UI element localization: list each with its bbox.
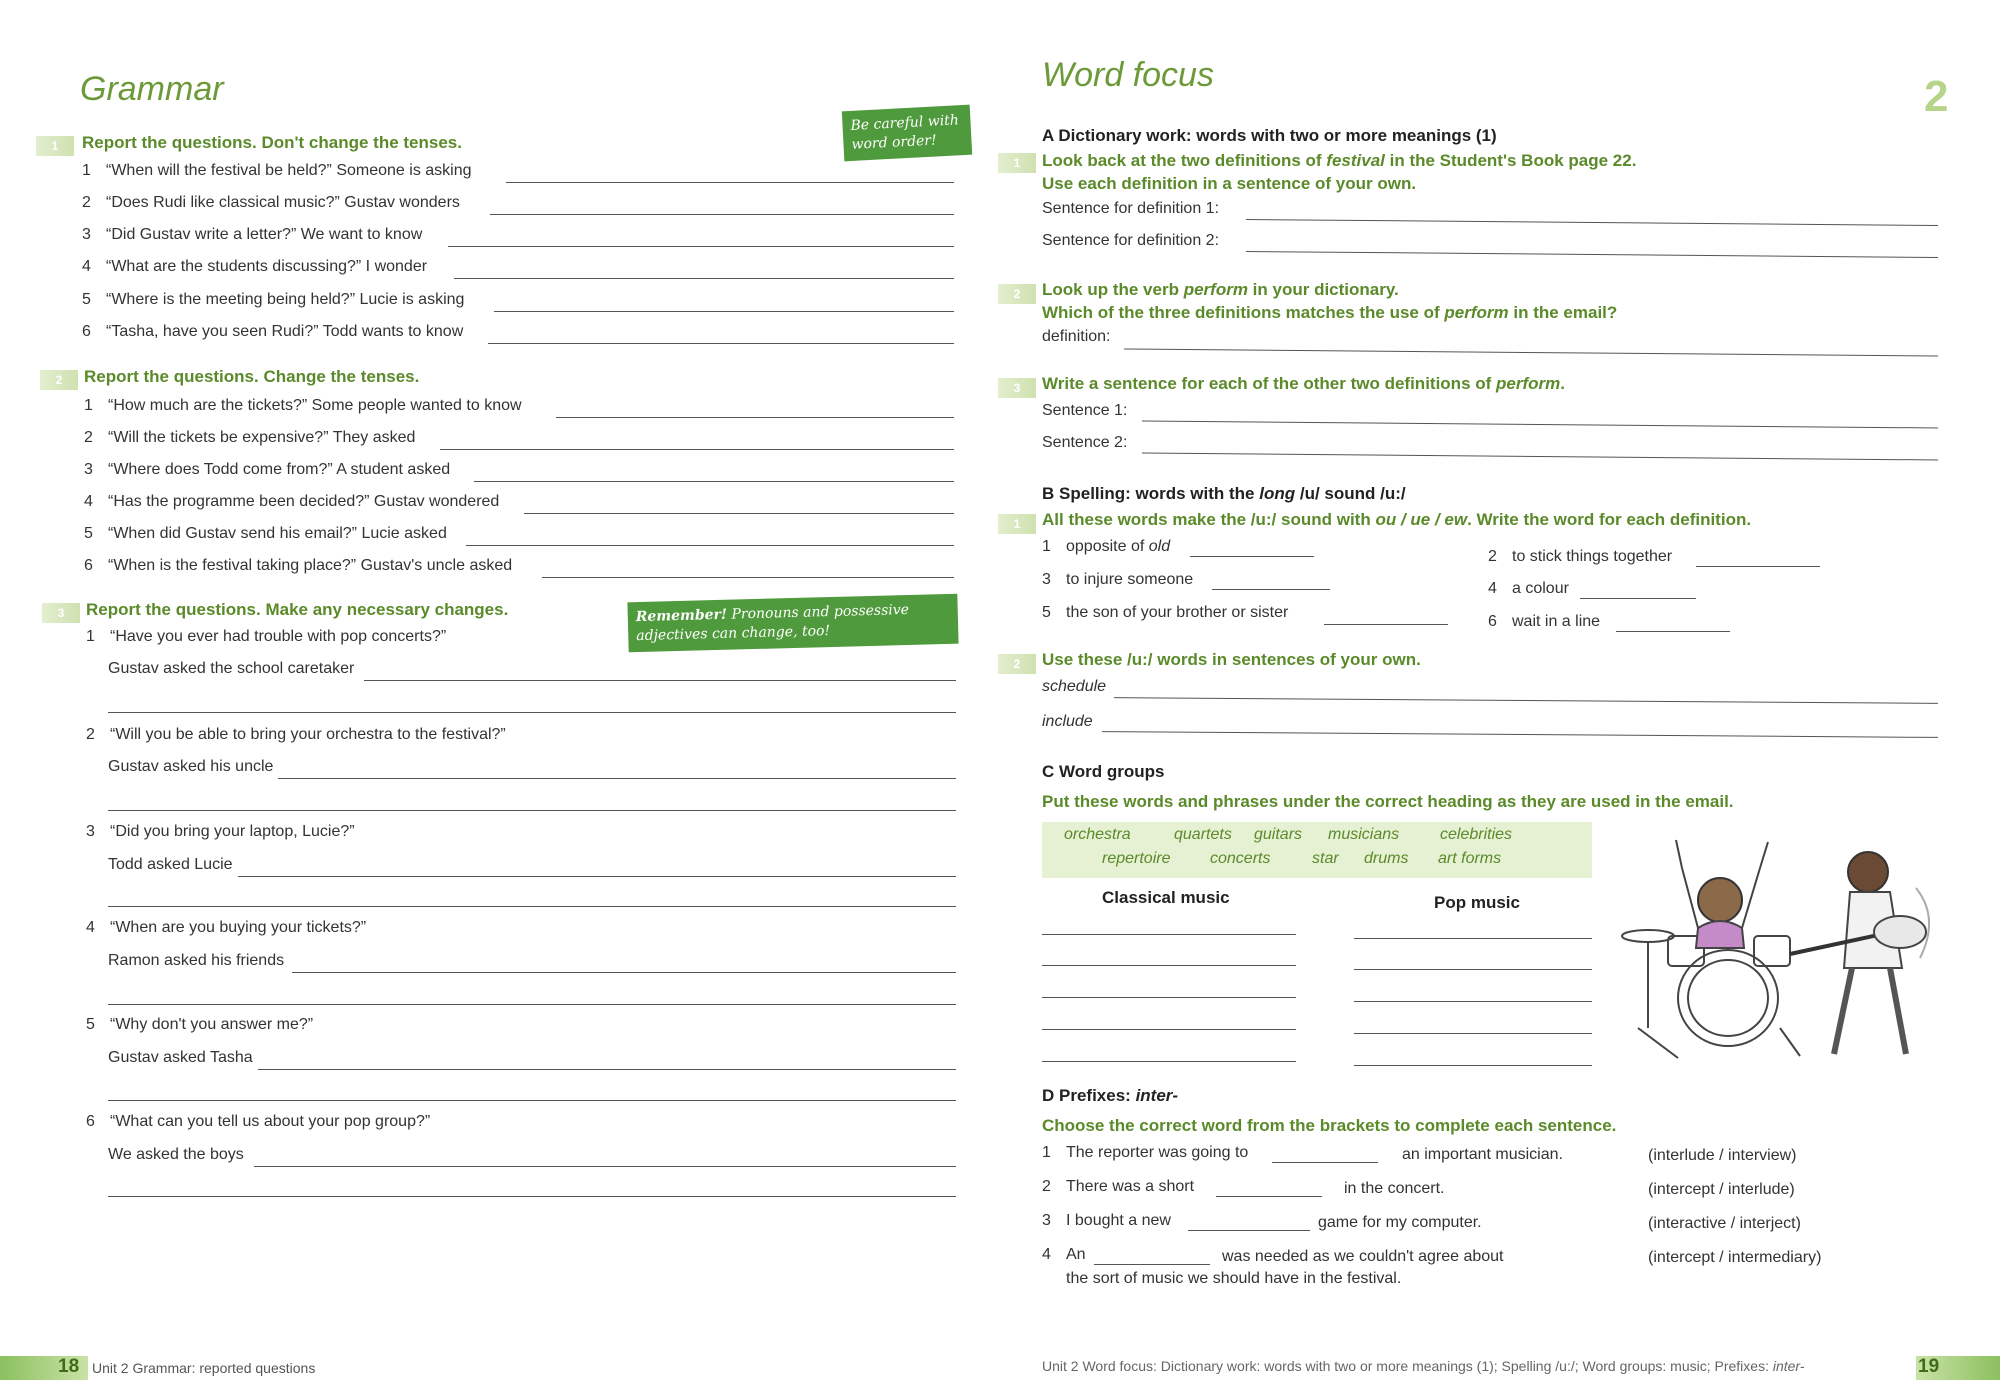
- section-letter: C: [1042, 762, 1055, 781]
- item-number: 4: [1488, 580, 1497, 597]
- item-prompt: “Has the programme been decided?” Gustav wondered: [108, 493, 500, 510]
- item-number: 2: [84, 429, 93, 446]
- tip-note-bold: Remember!: [635, 606, 728, 626]
- footer-text: Unit 2 Grammar: reported questions: [92, 1360, 316, 1376]
- item-number: 5: [82, 291, 91, 308]
- sentence-end: game for my computer.: [1318, 1214, 1482, 1231]
- drummer-shape: [1698, 878, 1742, 922]
- instruction-text: All these words make the /u:/ sound with: [1042, 510, 1371, 529]
- answer-line[interactable]: [1190, 556, 1314, 557]
- sentence-continuation: the sort of music we should have in the festival.: [1066, 1270, 1402, 1287]
- answer-line[interactable]: [1212, 589, 1330, 590]
- section-title: /u/ sound /u:/: [1299, 484, 1406, 503]
- sentence-start: I bought a new: [1066, 1212, 1171, 1229]
- instruction-text: Look up the verb: [1042, 280, 1179, 299]
- item-number: 4: [86, 919, 95, 936]
- sentence-end: in the concert.: [1344, 1180, 1445, 1197]
- instruction-word: perform: [1183, 280, 1248, 299]
- exercise-instruction: [1042, 280, 1399, 300]
- item-number: 2: [82, 194, 91, 211]
- exercise-number-badge: 1: [998, 514, 1036, 534]
- exercise-instruction: Use each definition in a sentence of your own.: [1042, 174, 1417, 193]
- section-title: Dictionary work: words with two or more meanings (1): [1058, 126, 1497, 145]
- answer-line[interactable]: [1142, 453, 1938, 461]
- answer-line[interactable]: [454, 278, 954, 279]
- item-number: 1: [86, 628, 95, 645]
- exercise-number-badge: 3: [42, 603, 80, 623]
- exercise-number-badge: 2: [998, 654, 1036, 674]
- item-number: 5: [84, 525, 93, 542]
- item-number: 4: [84, 493, 93, 510]
- column-heading: Classical music: [1102, 888, 1230, 907]
- definition-label: definition:: [1042, 328, 1111, 345]
- page-number: 19: [1918, 1356, 1940, 1377]
- item-number: 5: [86, 1016, 95, 1033]
- answer-line[interactable]: [1580, 598, 1696, 599]
- answer-line[interactable]: [524, 513, 954, 514]
- answer-line[interactable]: [1042, 1061, 1296, 1062]
- item-number: 1: [84, 397, 93, 414]
- answer-line[interactable]: [474, 481, 954, 482]
- left-page: [0, 0, 990, 1394]
- page-title: Word focus: [1042, 56, 1214, 94]
- instruction-text: in your dictionary.: [1252, 280, 1399, 299]
- answer-line[interactable]: [1246, 251, 1938, 258]
- tip-note-text: Pronouns and possessive adjectives can change, too!: [636, 601, 910, 645]
- item-number: 3: [84, 461, 93, 478]
- word-bank-item: repertoire: [1102, 850, 1171, 867]
- sentence-label: Sentence for definition 1:: [1042, 200, 1220, 217]
- answer-line[interactable]: [1124, 348, 1938, 356]
- item-definition: to injure someone: [1066, 571, 1194, 588]
- item-lead: Gustav asked his uncle: [108, 758, 274, 775]
- exercise-instruction: Report the questions. Don't change the tenses.: [82, 133, 462, 152]
- item-prompt: “When will the festival be held?” Someone is asking: [106, 162, 472, 179]
- item-prompt: “How much are the tickets?” Some people wanted to know: [108, 397, 522, 414]
- item-lead: Ramon asked his friends: [108, 952, 285, 969]
- answer-line[interactable]: [292, 972, 956, 973]
- exercise-number-badge: 2: [40, 370, 78, 390]
- item-lead: Gustav asked Tasha: [108, 1049, 253, 1066]
- answer-line[interactable]: [258, 1069, 956, 1070]
- instruction-word: festival: [1326, 151, 1385, 170]
- instruction-text: in the Student's Book page 22.: [1389, 151, 1637, 170]
- instruction-text: .: [1560, 374, 1565, 393]
- answer-line[interactable]: [364, 680, 956, 681]
- item-definition: the son of your brother or sister: [1066, 604, 1289, 621]
- item-question: “What can you tell us about your pop group?”: [110, 1113, 431, 1130]
- item-prompt: “Did Gustav write a letter?” We want to know: [106, 226, 423, 243]
- instruction-word: perform: [1496, 374, 1561, 393]
- instruction-text: Look back at the two definitions of: [1042, 151, 1322, 170]
- section-heading: [1042, 762, 1164, 782]
- sentence-start: The reporter was going to: [1066, 1144, 1249, 1161]
- cymbal-shape: [1622, 930, 1674, 942]
- item-question: “When are you buying your tickets?”: [110, 919, 367, 936]
- exercise-instruction: Put these words and phrases under the correct heading as they are used in the email.: [1042, 792, 1734, 811]
- definition-word: old: [1148, 538, 1171, 555]
- guitarist-shape: [1848, 852, 1888, 892]
- item-prompt: “Tasha, have you seen Rudi?” Todd wants to know: [106, 323, 464, 340]
- exercise-number-badge: 1: [36, 136, 74, 156]
- item-number: 4: [1042, 1246, 1051, 1263]
- column-heading: Pop music: [1434, 893, 1520, 912]
- answer-line[interactable]: [1042, 965, 1296, 966]
- item-lead: Gustav asked the school caretaker: [108, 660, 355, 677]
- item-number: 4: [82, 258, 91, 275]
- section-letter: B: [1042, 484, 1055, 503]
- answer-line[interactable]: [448, 246, 954, 247]
- bass-drum-shape: [1678, 950, 1778, 1046]
- sentence-start: An: [1066, 1246, 1086, 1263]
- target-word: include: [1042, 713, 1093, 730]
- section-heading: [1042, 126, 1497, 146]
- item-prompt: “Where is the meeting being held?” Lucie is asking: [106, 291, 465, 308]
- footer-text-italic: inter-: [1772, 1358, 1805, 1374]
- answer-line[interactable]: [108, 1196, 956, 1197]
- answer-line[interactable]: [440, 449, 954, 450]
- answer-line[interactable]: [108, 906, 956, 907]
- sentence-label: Sentence for definition 2:: [1042, 232, 1220, 249]
- answer-line[interactable]: [542, 577, 954, 578]
- answer-line[interactable]: [1246, 219, 1938, 226]
- item-definition: a colour: [1512, 580, 1569, 597]
- right-page: [990, 0, 2000, 1394]
- word-bank-item: star: [1312, 850, 1339, 867]
- item-number: 2: [86, 726, 95, 743]
- word-bank-item: guitars: [1254, 826, 1303, 843]
- item-number: 2: [1042, 1178, 1051, 1195]
- exercise-instruction: Choose the correct word from the brackets to complete each sentence.: [1042, 1116, 1617, 1135]
- word-bank-item: orchestra: [1064, 826, 1131, 843]
- item-number: 6: [84, 557, 93, 574]
- instruction-text: in the email?: [1513, 303, 1618, 322]
- answer-line[interactable]: [254, 1166, 956, 1167]
- sentence-end: was needed as we couldn't agree about: [1222, 1248, 1504, 1265]
- item-number: 3: [82, 226, 91, 243]
- exercise-instruction: Report the questions. Change the tenses.: [84, 367, 420, 386]
- answer-line[interactable]: [1142, 421, 1938, 429]
- item-definition: [1066, 538, 1170, 556]
- footer-text: [1042, 1358, 1805, 1374]
- page-number: 18: [58, 1356, 80, 1377]
- item-lead: Todd asked Lucie: [108, 856, 233, 873]
- sentence-end: an important musician.: [1402, 1146, 1563, 1163]
- answer-line[interactable]: [1042, 1029, 1296, 1030]
- item-number: 5: [1042, 604, 1051, 621]
- section-letter: D: [1042, 1086, 1055, 1105]
- item-prompt: “Does Rudi like classical music?” Gustav wonders: [106, 194, 460, 211]
- footer-text-main: Unit 2 Word focus: Dictionary work: words with two or more meanings (1); Spelling /u:/; Word groups: music; Prefixes:: [1042, 1358, 1769, 1374]
- answer-line[interactable]: [108, 1100, 956, 1101]
- item-prompt: “What are the students discussing?” I wonder: [106, 258, 428, 275]
- word-bank-item: celebrities: [1440, 826, 1513, 843]
- instruction-text: . Write the word for each definition.: [1467, 510, 1752, 529]
- exercise-number-badge: 2: [998, 284, 1036, 304]
- exercise-number-badge: 1: [998, 153, 1036, 173]
- instruction-text: Write a sentence for each of the other two definitions of: [1042, 374, 1492, 393]
- answer-line[interactable]: [488, 343, 954, 344]
- exercise-number-badge: 3: [998, 378, 1036, 398]
- instruction-word: perform: [1444, 303, 1509, 322]
- answer-line[interactable]: [1354, 1001, 1592, 1002]
- answer-line[interactable]: [1272, 1162, 1378, 1163]
- answer-line[interactable]: [1216, 1196, 1322, 1197]
- word-options: (interlude / interview): [1648, 1147, 1797, 1164]
- answer-line[interactable]: [556, 417, 954, 418]
- item-prompt: “When did Gustav send his email?” Lucie asked: [108, 525, 447, 542]
- item-question: “Have you ever had trouble with pop concerts?”: [110, 628, 447, 645]
- answer-line[interactable]: [1696, 566, 1820, 567]
- answer-line[interactable]: [1114, 697, 1938, 704]
- section-letter: A: [1042, 126, 1054, 145]
- item-question: “Why don't you answer me?”: [110, 1016, 314, 1033]
- word-bank-item: drums: [1364, 850, 1409, 867]
- item-number: 6: [86, 1113, 95, 1130]
- sentence-start: There was a short: [1066, 1178, 1195, 1195]
- item-number: 1: [1042, 1144, 1051, 1161]
- tip-note: [627, 594, 958, 653]
- answer-line[interactable]: [494, 311, 954, 312]
- exercise-instruction: [1042, 303, 1617, 323]
- answer-line[interactable]: [1042, 934, 1296, 935]
- item-prompt: “Where does Todd come from?” A student asked: [108, 461, 451, 478]
- section-heading: [1042, 484, 1406, 504]
- answer-line[interactable]: [1354, 969, 1592, 970]
- section-title: Prefixes:: [1059, 1086, 1131, 1105]
- page-title: Grammar: [80, 70, 224, 108]
- tip-note: Be careful with word order!: [842, 105, 972, 162]
- exercise-instruction: [1042, 151, 1636, 171]
- section-title-word: long: [1259, 484, 1296, 503]
- instruction-text: Which of the three definitions matches the use of: [1042, 303, 1440, 322]
- item-prompt: “When is the festival taking place?” Gustav's uncle asked: [108, 557, 513, 574]
- section-title-word: inter-: [1135, 1086, 1179, 1105]
- word-bank: [1042, 822, 1592, 878]
- exercise-instruction: Use these /u:/ words in sentences of your own.: [1042, 650, 1421, 669]
- word-options: (intercept / intermediary): [1648, 1249, 1822, 1266]
- word-bank-item: musicians: [1328, 826, 1400, 843]
- answer-line[interactable]: [108, 712, 956, 713]
- item-number: 3: [86, 823, 95, 840]
- answer-line[interactable]: [1042, 997, 1296, 998]
- item-number: 3: [1042, 571, 1051, 588]
- word-bank-item: concerts: [1210, 850, 1271, 867]
- section-title: Spelling: words with the: [1059, 484, 1255, 503]
- item-prompt: “Will the tickets be expensive?” They asked: [108, 429, 416, 446]
- answer-line[interactable]: [1616, 631, 1730, 632]
- answer-line[interactable]: [108, 810, 956, 811]
- section-heading: [1042, 1086, 1178, 1106]
- item-number: 6: [1488, 613, 1497, 630]
- item-question: “Will you be able to bring your orchestra to the festival?”: [110, 726, 506, 743]
- answer-line[interactable]: [1188, 1230, 1310, 1231]
- section-title: Word groups: [1059, 762, 1165, 781]
- answer-line[interactable]: [1094, 1264, 1210, 1265]
- answer-line[interactable]: [1102, 731, 1938, 738]
- item-definition: wait in a line: [1512, 613, 1601, 630]
- item-lead: We asked the boys: [108, 1146, 244, 1163]
- item-number: 3: [1042, 1212, 1051, 1229]
- word-options: (interactive / interject): [1648, 1215, 1801, 1232]
- sentence-label: Sentence 1:: [1042, 402, 1128, 419]
- item-number: 1: [82, 162, 91, 179]
- word-bank-item: art forms: [1438, 850, 1502, 867]
- instruction-word: ou / ue / ew: [1375, 510, 1468, 529]
- exercise-instruction: [1042, 374, 1565, 394]
- definition-text: opposite of: [1066, 538, 1145, 555]
- sentence-label: Sentence 2:: [1042, 434, 1128, 451]
- item-question: “Did you bring your laptop, Lucie?”: [110, 823, 355, 840]
- item-number: 1: [1042, 538, 1051, 555]
- answer-line[interactable]: [1354, 1065, 1592, 1066]
- answer-line[interactable]: [238, 876, 956, 877]
- answer-line[interactable]: [1354, 1033, 1592, 1034]
- answer-line[interactable]: [490, 214, 954, 215]
- item-number: 6: [82, 323, 91, 340]
- word-bank-item: quartets: [1174, 826, 1232, 843]
- band-illustration: [1620, 828, 1960, 1064]
- answer-line[interactable]: [1354, 938, 1592, 939]
- answer-line[interactable]: [506, 182, 954, 183]
- unit-number: 2: [1924, 72, 1949, 121]
- answer-line[interactable]: [108, 1004, 956, 1005]
- exercise-instruction: Report the questions. Make any necessary changes.: [86, 600, 509, 619]
- item-number: 2: [1488, 548, 1497, 565]
- answer-line[interactable]: [278, 778, 956, 779]
- answer-line[interactable]: [1324, 624, 1448, 625]
- target-word: schedule: [1042, 678, 1107, 695]
- word-options: (intercept / interlude): [1648, 1181, 1795, 1198]
- item-definition: to stick things together: [1512, 548, 1673, 565]
- answer-line[interactable]: [466, 545, 954, 546]
- exercise-instruction: [1042, 510, 1751, 530]
